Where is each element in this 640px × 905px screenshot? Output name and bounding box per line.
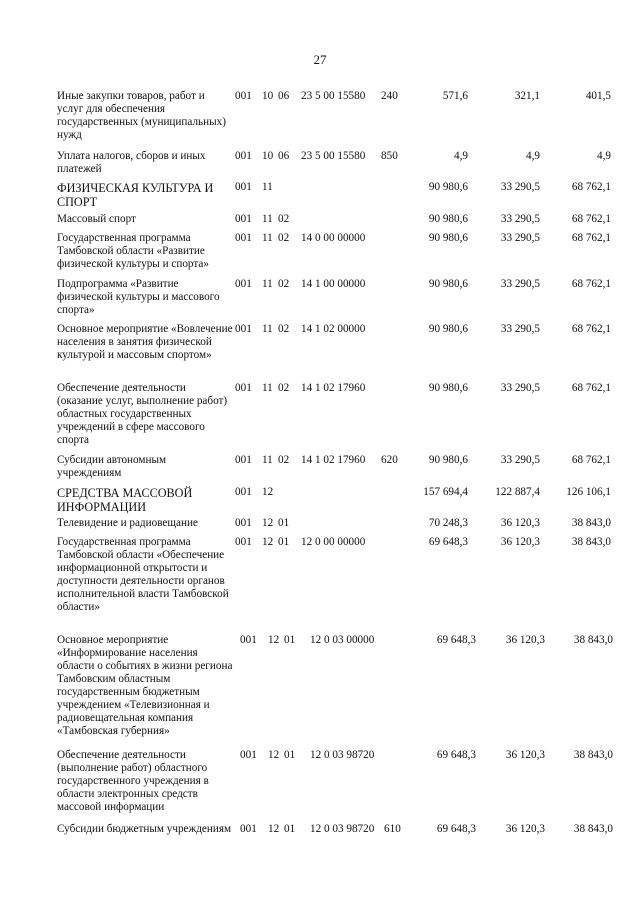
cell-v2: 36 120,3 <box>505 749 545 761</box>
cell-v2: 33 290,5 <box>500 278 540 290</box>
cell-v2: 122 887,4 <box>495 486 540 498</box>
cell-pr: 02 <box>278 232 290 244</box>
cell-rz: 10 <box>262 90 274 102</box>
cell-v2: 36 120,3 <box>505 823 545 835</box>
row-name: Основное мероприятие «Информирование населения области о событиях в жизни региона Тамбовским областным государственным бюджетным учреждением «Телевизионная и радиовещательная компания «Тамбовская губерния» <box>57 634 233 737</box>
cell-v3: 68 762,1 <box>571 454 611 466</box>
cell-v2: 33 290,5 <box>500 181 540 193</box>
cell-csr: 12 0 00 00000 <box>301 536 366 548</box>
row-name: Иные закупки товаров, работ и услуг для обеспечения государственных (муниципальных) нужд <box>57 90 226 141</box>
cell-v3: 38 843,0 <box>573 634 613 646</box>
cell-rz: 10 <box>262 150 274 162</box>
cell-vr: 610 <box>384 823 401 835</box>
cell-v1: 90 980,6 <box>428 181 468 193</box>
row-name: Государственная программа Тамбовской области «Развитие физической культуры и спорта» <box>57 232 209 270</box>
cell-v3: 4,9 <box>597 150 611 162</box>
cell-rz: 11 <box>262 454 273 466</box>
row-name: Субсидии бюджетным учреждениям <box>57 823 232 835</box>
cell-pr: 06 <box>278 90 290 102</box>
cell-pr: 01 <box>284 749 296 761</box>
cell-grbs: 001 <box>235 323 252 335</box>
cell-v3: 401,5 <box>585 90 611 102</box>
cell-rz: 12 <box>262 486 274 498</box>
cell-pr: 02 <box>278 382 290 394</box>
cell-v1: 571,6 <box>442 90 468 102</box>
cell-grbs: 001 <box>235 517 252 529</box>
cell-v3: 68 762,1 <box>571 181 611 193</box>
cell-grbs: 001 <box>235 150 252 162</box>
cell-v2: 33 290,5 <box>500 232 540 244</box>
cell-pr: 01 <box>284 634 296 646</box>
cell-rz: 12 <box>268 823 280 835</box>
cell-v1: 69 648,3 <box>436 749 476 761</box>
cell-pr: 02 <box>278 323 290 335</box>
cell-v2: 33 290,5 <box>500 323 540 335</box>
cell-csr: 23 5 00 15580 <box>301 150 366 162</box>
cell-v1: 69 648,3 <box>436 823 476 835</box>
cell-v3: 38 843,0 <box>573 823 613 835</box>
cell-grbs: 001 <box>235 90 252 102</box>
cell-v3: 68 762,1 <box>571 382 611 394</box>
cell-rz: 12 <box>262 517 274 529</box>
cell-rz: 12 <box>262 536 274 548</box>
cell-v3: 38 843,0 <box>571 517 611 529</box>
cell-v1: 4,9 <box>454 150 468 162</box>
cell-pr: 01 <box>278 536 290 548</box>
cell-v3: 68 762,1 <box>571 278 611 290</box>
cell-v1: 90 980,6 <box>428 213 468 225</box>
cell-v1: 90 980,6 <box>428 382 468 394</box>
cell-vr: 620 <box>381 454 398 466</box>
cell-v2: 33 290,5 <box>500 213 540 225</box>
cell-csr: 14 1 02 00000 <box>301 323 366 335</box>
cell-v3: 68 762,1 <box>571 323 611 335</box>
row-name: Основное мероприятие «Вовлечение населения в занятия физической культурой и массовым спортом» <box>57 323 233 361</box>
row-name: Уплата налогов, сборов и иных платежей <box>57 150 206 175</box>
cell-pr: 02 <box>278 278 290 290</box>
cell-v2: 36 120,3 <box>500 536 540 548</box>
cell-v3: 38 843,0 <box>573 749 613 761</box>
cell-grbs: 001 <box>235 232 252 244</box>
cell-csr: 14 0 00 00000 <box>301 232 366 244</box>
cell-csr: 12 0 03 98720 <box>310 823 375 835</box>
cell-v2: 33 290,5 <box>500 382 540 394</box>
cell-csr: 12 0 03 98720 <box>310 749 375 761</box>
row-name: Подпрограмма «Развитие физической культуры и массового спорта» <box>57 278 220 316</box>
cell-v2: 33 290,5 <box>500 454 540 466</box>
cell-rz: 12 <box>268 749 280 761</box>
row-name: СРЕДСТВА МАССОВОЙ ИНФОРМАЦИИ <box>57 486 193 514</box>
cell-csr: 14 1 00 00000 <box>301 278 366 290</box>
cell-grbs: 001 <box>235 181 252 193</box>
cell-rz: 12 <box>268 634 280 646</box>
cell-v3: 126 106,1 <box>566 486 611 498</box>
cell-grbs: 001 <box>235 278 252 290</box>
cell-vr: 850 <box>381 150 398 162</box>
cell-csr: 14 1 02 17960 <box>301 454 366 466</box>
cell-grbs: 001 <box>240 823 257 835</box>
cell-rz: 11 <box>262 213 273 225</box>
cell-grbs: 001 <box>235 454 252 466</box>
cell-v2: 4,9 <box>526 150 540 162</box>
cell-v1: 70 248,3 <box>428 517 468 529</box>
cell-grbs: 001 <box>235 536 252 548</box>
row-name: ФИЗИЧЕСКАЯ КУЛЬТУРА И СПОРТ <box>57 181 214 209</box>
cell-v1: 69 648,3 <box>436 634 476 646</box>
cell-v2: 36 120,3 <box>500 517 540 529</box>
cell-csr: 12 0 03 00000 <box>310 634 375 646</box>
cell-pr: 01 <box>278 517 290 529</box>
cell-csr: 23 5 00 15580 <box>301 90 366 102</box>
cell-vr: 240 <box>381 90 398 102</box>
row-name: Субсидии автономным учреждениям <box>57 454 167 479</box>
cell-v1: 90 980,6 <box>428 454 468 466</box>
cell-csr: 14 1 02 17960 <box>301 382 366 394</box>
cell-v1: 90 980,6 <box>428 323 468 335</box>
cell-grbs: 001 <box>240 749 257 761</box>
cell-pr: 02 <box>278 213 290 225</box>
cell-v3: 68 762,1 <box>571 213 611 225</box>
cell-v3: 68 762,1 <box>571 232 611 244</box>
cell-v1: 69 648,3 <box>428 536 468 548</box>
cell-grbs: 001 <box>235 382 252 394</box>
cell-rz: 11 <box>262 278 273 290</box>
cell-pr: 06 <box>278 150 290 162</box>
cell-v2: 321,1 <box>514 90 540 102</box>
cell-rz: 11 <box>262 232 273 244</box>
row-name: Массовый спорт <box>57 213 136 225</box>
cell-rz: 11 <box>262 382 273 394</box>
row-name: Телевидение и радиовещание <box>57 517 198 529</box>
page-number: 27 <box>313 52 327 67</box>
cell-grbs: 001 <box>240 634 257 646</box>
cell-v1: 90 980,6 <box>428 232 468 244</box>
cell-rz: 11 <box>262 181 273 193</box>
cell-v1: 157 694,4 <box>423 486 468 498</box>
cell-grbs: 001 <box>235 213 252 225</box>
cell-pr: 01 <box>284 823 296 835</box>
cell-rz: 11 <box>262 323 273 335</box>
row-name: Обеспечение деятельности (оказание услуг, выполнение работ) областных государственных учреждений в сфере массового спорта <box>57 382 228 446</box>
cell-v3: 38 843,0 <box>571 536 611 548</box>
row-name: Государственная программа Тамбовской области «Обеспечение информационной открытости и доступности деятельности органов исполнительной власти Тамбовской области» <box>57 536 229 613</box>
cell-grbs: 001 <box>235 486 252 498</box>
row-name: Обеспечение деятельности (выполнение работ) областного государственного учреждения в области электронных средств массовой информации <box>57 749 209 813</box>
cell-v2: 36 120,3 <box>505 634 545 646</box>
cell-pr: 02 <box>278 454 290 466</box>
cell-v1: 90 980,6 <box>428 278 468 290</box>
